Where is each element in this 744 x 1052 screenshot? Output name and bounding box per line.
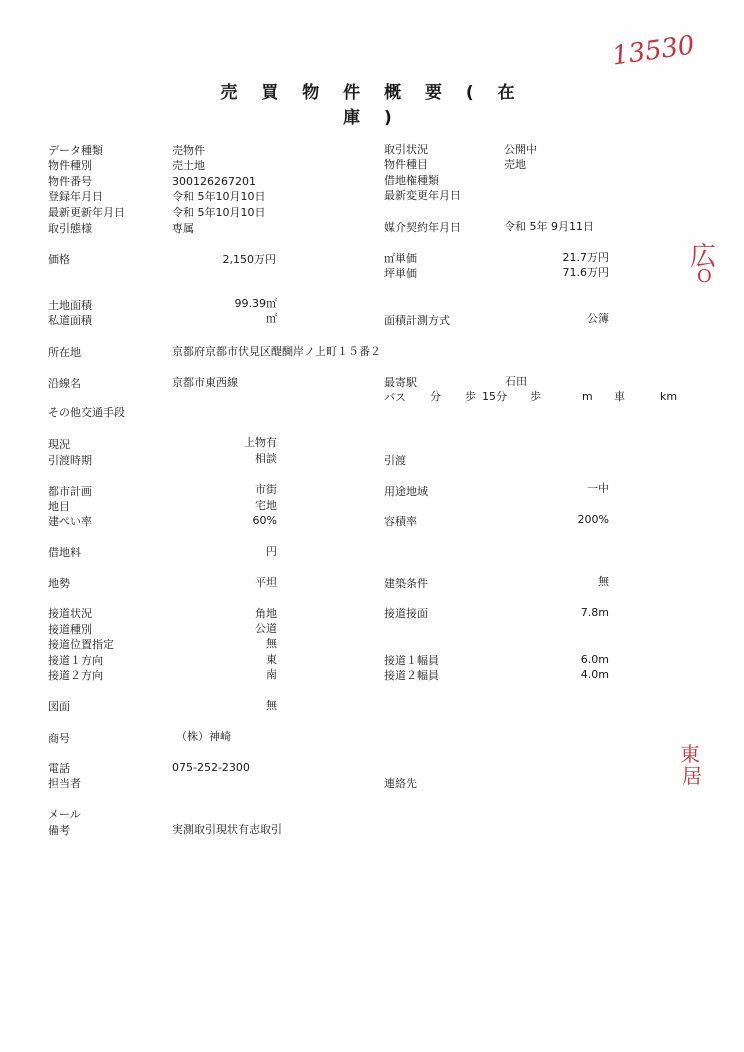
field-label: 接道位置指定 (48, 638, 114, 651)
field-label: m (582, 390, 593, 403)
field-value: 売地 (504, 158, 526, 171)
field-label: 担当者 (48, 777, 81, 790)
field-value: 相談 (255, 452, 277, 465)
field-value: 売物件 (172, 144, 205, 157)
field-value: 60% (252, 514, 277, 527)
field-value: 角地 (255, 607, 277, 620)
field-label: 容積率 (384, 515, 417, 528)
field-label: 所在地 (48, 346, 81, 359)
field-label: 建ぺい率 (48, 515, 92, 528)
field-label: バス (384, 391, 406, 404)
field-label: 図面 (48, 700, 70, 713)
field-value: 21.7万円 (562, 251, 609, 264)
handwritten-mark: 居 (682, 764, 702, 788)
field-value: 公開中 (504, 143, 537, 156)
field-value: 円 (266, 545, 277, 558)
field-label: 借地権種類 (384, 174, 439, 187)
field-value: 平坦 (255, 576, 277, 589)
field-value: 200% (577, 513, 609, 526)
field-value: 7.8m (580, 606, 609, 619)
field-value: 南 (266, 668, 277, 681)
field-label: 沿線名 (48, 377, 81, 390)
field-value: 300126267201 (172, 175, 256, 188)
field-value: 市街 (255, 483, 277, 496)
field-label: 最寄駅 (384, 376, 417, 389)
field-label: 私道面積 (48, 314, 92, 327)
field-label: 都市計画 (48, 485, 92, 498)
field-label: 物件種目 (384, 158, 428, 171)
field-label: 媒介契約年月日 (384, 221, 461, 234)
page-title: 売 買 物 件 概 要 ( 在 庫 ) (220, 83, 524, 128)
field-label: 建築条件 (384, 577, 428, 590)
field-value: 上物有 (244, 436, 277, 449)
field-value: 石田 (505, 375, 527, 388)
field-value: 4.0m (580, 668, 609, 681)
field-value: （株）神崎 (176, 730, 231, 743)
field-value: 令和 5年10月10日 (172, 190, 266, 203)
field-value: 実測取引現状有志取引 (172, 823, 282, 836)
field-label: ㎡単価 (384, 252, 417, 265)
field-label: 電話 (48, 762, 70, 775)
field-label: メール (48, 808, 81, 821)
field-label: 用途地域 (384, 485, 428, 498)
field-value: 京都府京都市伏見区醍醐岸ノ上町１５番２ (172, 345, 381, 358)
field-label: 物件番号 (48, 175, 92, 188)
field-label: 登録年月日 (48, 190, 103, 203)
field-label: 最新更新年月日 (48, 206, 125, 219)
field-value: 令和 5年10月10日 (172, 206, 266, 219)
field-label: 最新変更年月日 (384, 189, 461, 202)
field-label: 歩 (465, 390, 476, 403)
field-label: 接道種別 (48, 623, 92, 636)
field-label: 歩 (530, 390, 541, 403)
handwritten-number: 13530 (610, 30, 697, 72)
field-value: 京都市東西線 (172, 376, 238, 389)
field-value: 一中 (587, 482, 609, 495)
field-value: 公簿 (587, 312, 609, 325)
field-label: km (660, 390, 678, 403)
field-label: 接道１幅員 (384, 654, 439, 667)
handwritten-mark: 広 (690, 242, 717, 272)
field-value: 6.0m (580, 653, 609, 666)
field-label: 連絡先 (384, 777, 417, 790)
field-label: 車 (614, 390, 625, 403)
field-label: 接道接面 (384, 607, 428, 620)
field-label: 備考 (48, 824, 70, 837)
field-value: 2,150万円 (222, 253, 276, 266)
field-label: 商号 (48, 732, 70, 745)
field-label: 引渡 (384, 454, 406, 467)
field-value: 宅地 (255, 499, 277, 512)
field-value: 075-252-2300 (172, 761, 250, 774)
field-label: 引渡時期 (48, 454, 92, 467)
field-value: 15分 (482, 390, 507, 403)
field-value: 令和 5年 9月11日 (504, 220, 594, 233)
field-label: 価格 (48, 253, 70, 266)
field-label: 物件種別 (48, 159, 92, 172)
field-label: 接道状況 (48, 607, 92, 620)
field-label: 坪単価 (384, 267, 417, 280)
field-label: 現況 (48, 438, 70, 451)
handwritten-mark: O (697, 266, 712, 287)
field-value: 71.6万円 (562, 266, 609, 279)
field-label: 接道２方向 (48, 669, 103, 682)
handwritten-mark: 東 (680, 742, 700, 766)
field-value: 無 (266, 699, 277, 712)
field-value: ㎡ (266, 312, 277, 325)
field-value: 東 (266, 653, 277, 666)
field-value: 99.39㎡ (234, 297, 277, 310)
field-label: 接道２幅員 (384, 669, 439, 682)
field-label: データ種類 (48, 144, 103, 157)
field-label: 土地面積 (48, 299, 92, 312)
field-label: 取引態様 (48, 222, 92, 235)
field-value: 専属 (172, 222, 194, 235)
field-label: 地勢 (48, 577, 70, 590)
field-label: 分 (430, 390, 441, 403)
field-label: 接道１方向 (48, 654, 103, 667)
field-value: 無 (266, 637, 277, 650)
field-label: 取引状況 (384, 143, 428, 156)
field-value: 売土地 (172, 159, 205, 172)
field-label: 地目 (48, 500, 70, 513)
field-label: 面積計測方式 (384, 314, 450, 327)
field-value: 無 (598, 575, 609, 588)
field-label: 借地料 (48, 546, 81, 559)
field-value: 公道 (255, 622, 277, 635)
field-label: その他交通手段 (48, 406, 125, 419)
